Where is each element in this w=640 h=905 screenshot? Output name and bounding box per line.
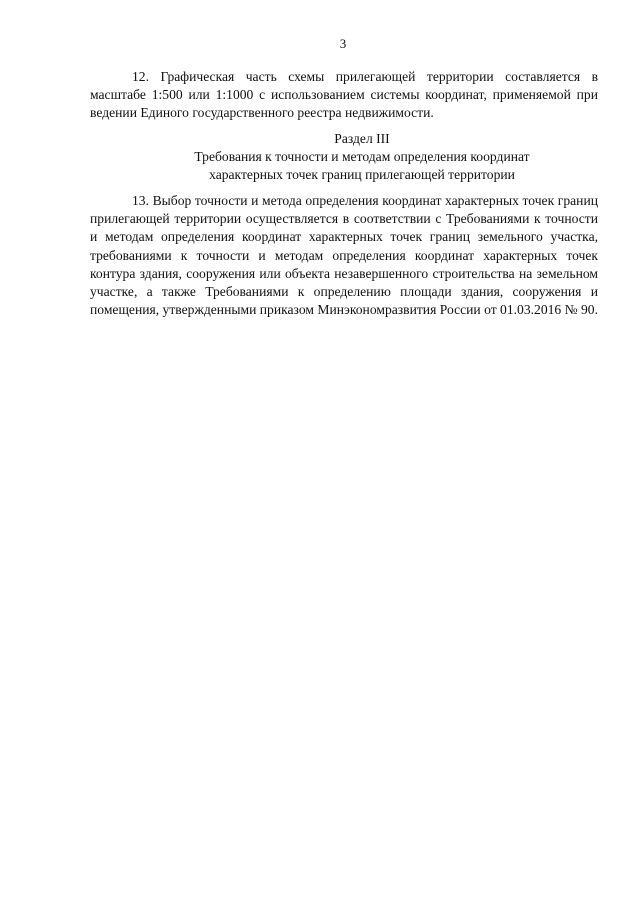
- paragraph-12: 12. Графическая часть схемы прилегающей территории составляется в масштабе 1:500 или 1:1000 с использованием системы координат, применяемой при ведении Единого государственного реестра недвижимости.: [90, 69, 598, 121]
- page-number: 3: [339, 36, 347, 51]
- paragraph-12-block: [90, 68, 598, 123]
- section-heading: [90, 130, 634, 185]
- section-title-line-2: характерных точек границ прилегающей территории: [209, 167, 515, 183]
- paragraph-13-block: [90, 192, 598, 319]
- section-title-line-1: Требования к точности и методам определения координат: [194, 149, 530, 165]
- paragraph-13: 13. Выбор точности и метода определения координат характерных точек границ прилегающей территории осуществляется в соответствии с Требованиями к точности и методам определения координат характерных точек границ земельного участка, требованиями к точности и методам определения координат характерных точек контура здания, сооружения или объекта незавершенного строительства на земельном участке, а также Требованиями к определению площади здания, сооружения и помещения, утвержденными приказом Минэкономразвития России от 01.03.2016 № 90.: [90, 193, 598, 318]
- section-label: Раздел III: [334, 131, 390, 146]
